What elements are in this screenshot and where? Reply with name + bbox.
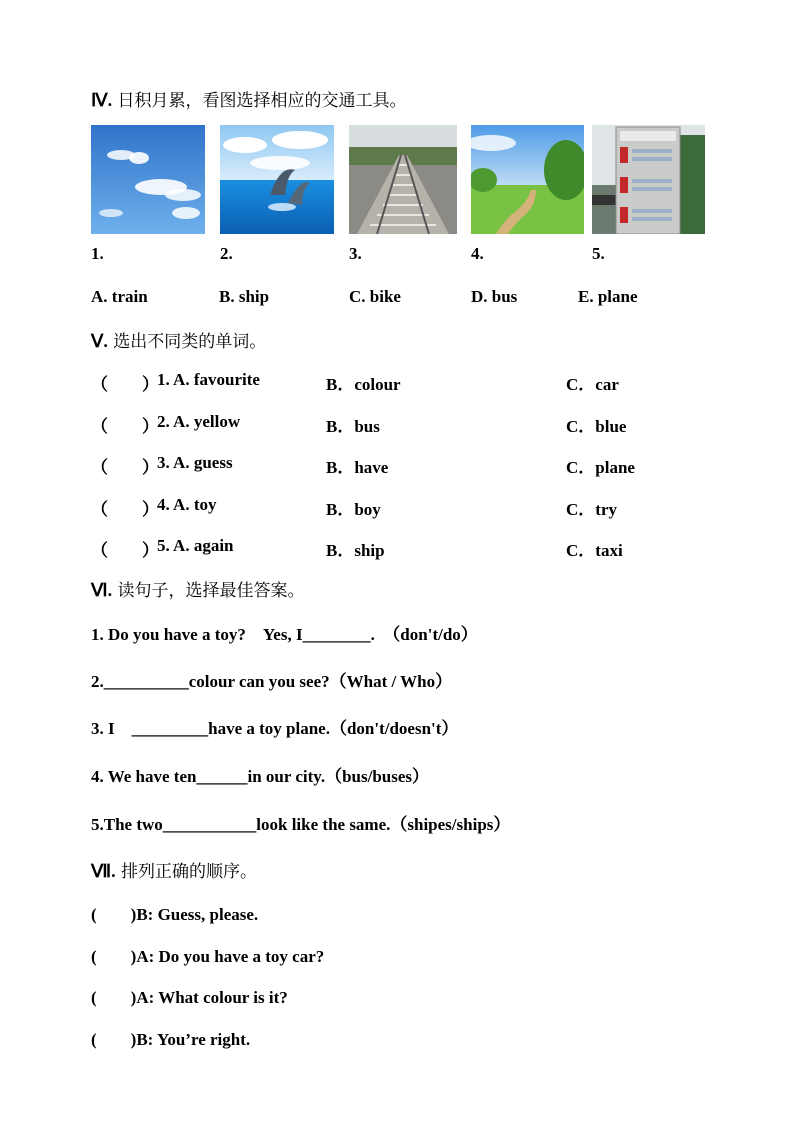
sky-clouds-picture xyxy=(91,125,205,234)
dialogue-line xyxy=(91,900,258,925)
sentence-text: 1. Do you have a toy? Yes, I xyxy=(91,625,303,644)
sentence-2 xyxy=(91,667,452,692)
answer-blank[interactable]: ______ xyxy=(196,767,248,786)
answer-blank[interactable]: _________ xyxy=(131,719,209,738)
sentence-1 xyxy=(91,620,478,645)
dialogue-line xyxy=(91,1025,250,1050)
choice-b: B．have xyxy=(326,458,389,477)
answer-bracket[interactable]: （ ） xyxy=(91,541,159,560)
dialogue-text: A: Do you have a toy car? xyxy=(136,947,325,966)
railway-track-picture xyxy=(349,125,457,234)
answer-bracket[interactable]: （ ） xyxy=(91,375,159,394)
sentence-text: 5.The two xyxy=(91,815,163,834)
choice-a: 2. A. yellow xyxy=(157,412,241,431)
choice-b: B．colour xyxy=(326,375,401,394)
answer-bracket[interactable]: （ ） xyxy=(91,500,159,519)
option-d: D. bus xyxy=(471,287,518,306)
sentence-text: look like the same.（shipes/ships） xyxy=(256,815,511,834)
sentence-text: in our city.（bus/buses） xyxy=(247,767,430,786)
choice-b: B．ship xyxy=(326,541,385,560)
picture-label-3: 3. xyxy=(349,244,362,263)
section-4-number: Ⅳ. xyxy=(91,90,113,110)
choice-c: C．plane xyxy=(566,458,635,477)
choice-a: 5. A. again xyxy=(157,536,234,555)
section-6-number: Ⅵ. xyxy=(91,580,113,600)
section-6-title: 读句子，选择最佳答案。 xyxy=(117,581,305,601)
sea-dolphins-picture xyxy=(220,125,334,234)
order-bracket[interactable]: ( ) xyxy=(91,1030,137,1049)
dialogue-line xyxy=(91,983,288,1008)
sentence-4 xyxy=(91,762,429,787)
section-4-heading xyxy=(91,86,407,111)
answer-blank[interactable]: ___________ xyxy=(162,815,257,834)
section-7-number: Ⅶ. xyxy=(91,861,116,881)
picture-label-1: 1. xyxy=(91,244,104,263)
sentence-5 xyxy=(91,810,510,835)
choice-c: C．try xyxy=(566,500,617,519)
choice-b: B．boy xyxy=(326,500,381,519)
choice-a: 4. A. toy xyxy=(157,495,217,514)
picture-label-2: 2. xyxy=(220,244,233,263)
dialogue-text: B: Guess, please. xyxy=(136,905,259,924)
section-6-heading xyxy=(91,576,305,601)
order-bracket[interactable]: ( ) xyxy=(91,988,137,1007)
sentence-text: 3. I xyxy=(91,719,132,738)
bus-stop-sign-picture xyxy=(592,125,705,234)
answer-bracket[interactable]: （ ） xyxy=(91,458,159,477)
choice-b: B．bus xyxy=(326,417,380,436)
dialogue-text: B: You’re right. xyxy=(136,1030,251,1049)
choice-a: 3. A. guess xyxy=(157,453,233,472)
option-b: B. ship xyxy=(219,287,270,306)
section-5-title: 选出不同类的单词。 xyxy=(113,332,267,352)
sentence-text: . （don't/do） xyxy=(370,625,478,644)
choice-c: C．blue xyxy=(566,417,627,436)
dialogue-text: A: What colour is it? xyxy=(136,988,288,1007)
answer-bracket[interactable]: （ ） xyxy=(91,417,159,436)
choice-a: 1. A. favourite xyxy=(157,370,260,389)
dialogue-line xyxy=(91,942,324,967)
sentence-text: 4. We have ten xyxy=(91,767,197,786)
choice-c: C．taxi xyxy=(566,541,623,560)
option-c: C. bike xyxy=(349,287,401,306)
section-5-number: Ⅴ. xyxy=(91,331,108,351)
sentence-text: colour can you see?（What / Who） xyxy=(188,672,453,691)
sentence-text: have a toy plane.（don't/doesn't） xyxy=(208,719,459,738)
order-bracket[interactable]: ( ) xyxy=(91,947,137,966)
option-e: E. plane xyxy=(578,287,638,306)
picture-label-5: 5. xyxy=(592,244,605,263)
section-7-heading xyxy=(91,857,257,882)
sentence-text: 2. xyxy=(91,672,104,691)
section-4-title: 日积月累，看图选择相应的交通工具。 xyxy=(117,91,407,111)
section-5-heading xyxy=(91,327,266,352)
country-path-picture xyxy=(471,125,584,234)
picture-label-4: 4. xyxy=(471,244,484,263)
option-a: A. train xyxy=(91,287,148,306)
answer-blank[interactable]: ________ xyxy=(302,625,371,644)
sentence-3 xyxy=(91,714,458,739)
order-bracket[interactable]: ( ) xyxy=(91,905,137,924)
choice-c: C．car xyxy=(566,375,619,394)
answer-blank[interactable]: __________ xyxy=(103,672,189,691)
section-7-title: 排列正确的顺序。 xyxy=(121,862,258,882)
